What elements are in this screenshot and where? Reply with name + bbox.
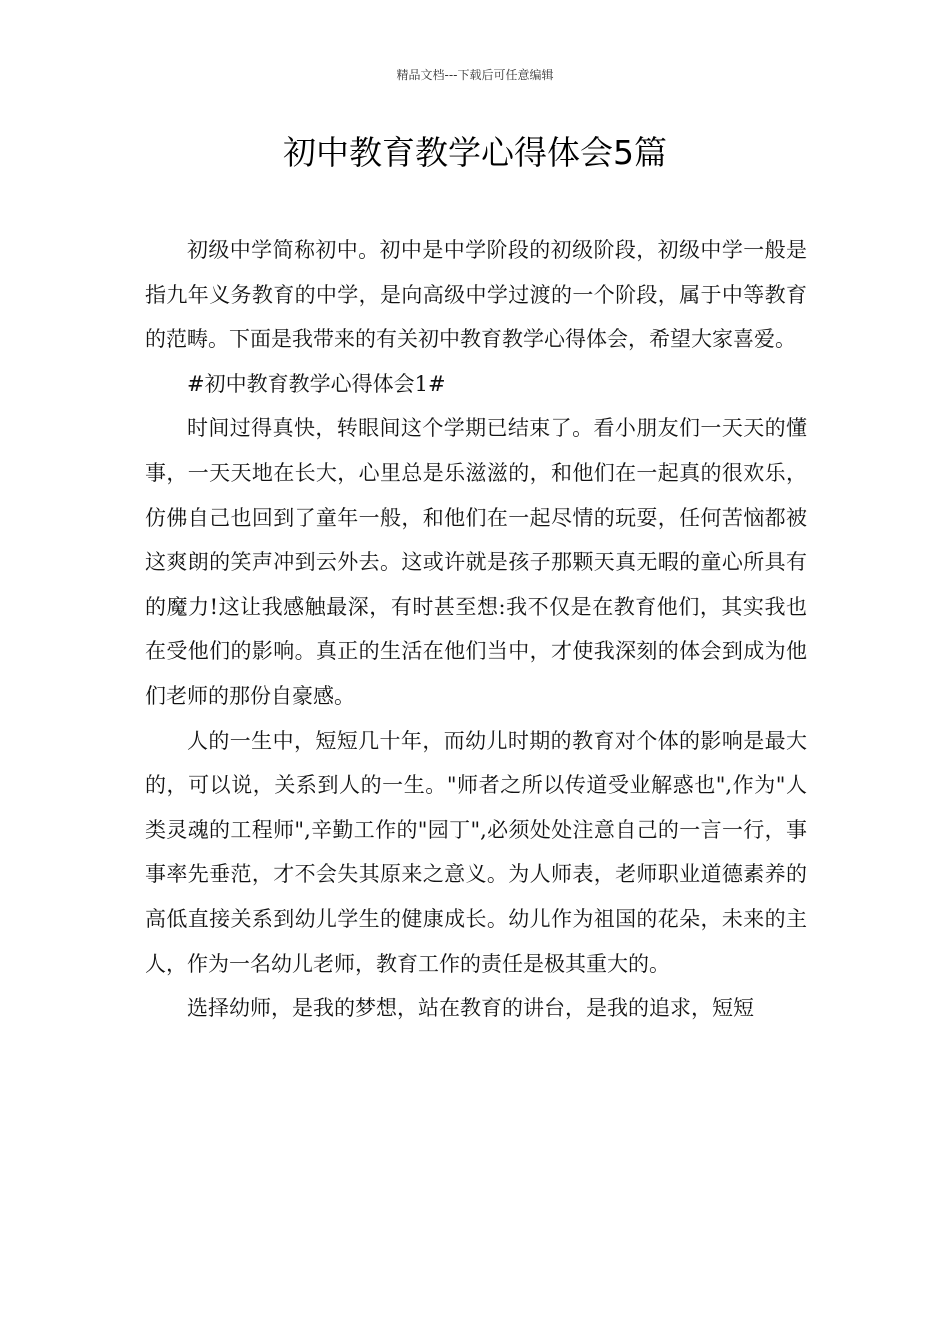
document-body bbox=[145, 228, 807, 1031]
document-title: 初中教育教学心得体会5篇 bbox=[283, 133, 667, 172]
paragraph-2: 人的一生中，短短几十年，而幼儿时期的教育对个体的影响是最大的，可以说，关系到人的一生。"师者之所以传道受业解惑也",作为"人类灵魂的工程师",辛勤工作的"园丁",必须处处注意自己的一言一行，事事率先垂范，才不会失其原来之意义。为人师表，老师职业道德素养的高低直接关系到幼儿学生的健康成长。幼儿作为祖国的花朵，未来的主人，作为一名幼儿老师，教育工作的责任是极其重大的。 bbox=[145, 728, 807, 976]
section-heading-1: #初中教育教学心得体会1# bbox=[187, 371, 446, 396]
paragraph-3: 选择幼师，是我的梦想，站在教育的讲台，是我的追求，短短 bbox=[187, 996, 754, 1021]
paragraph-1: 时间过得真快，转眼间这个学期已结束了。看小朋友们一天天的懂事，一天天地在长大，心里总是乐滋滋的，和他们在一起真的很欢乐，仿佛自己也回到了童年一般，和他们在一起尽情的玩耍，任何苦恼都被这爽朗的笑声冲到云外去。这或许就是孩子那颗天真无暇的童心所具有的魔力!这让我感触最深，有时甚至想:我不仅是在教育他们，其实我也在受他们的影响。真正的生活在他们当中，才使我深刻的体会到成为他们老师的那份自豪感。 bbox=[145, 416, 807, 708]
intro-paragraph: 初级中学简称初中。初中是中学阶段的初级阶段，初级中学一般是指九年义务教育的中学，是向高级中学过渡的一个阶段，属于中等教育的范畴。下面是我带来的有关初中教育教学心得体会，希望大家喜爱。 bbox=[145, 238, 807, 352]
header-note: 精品文档---下载后可任意编辑 bbox=[396, 68, 554, 82]
